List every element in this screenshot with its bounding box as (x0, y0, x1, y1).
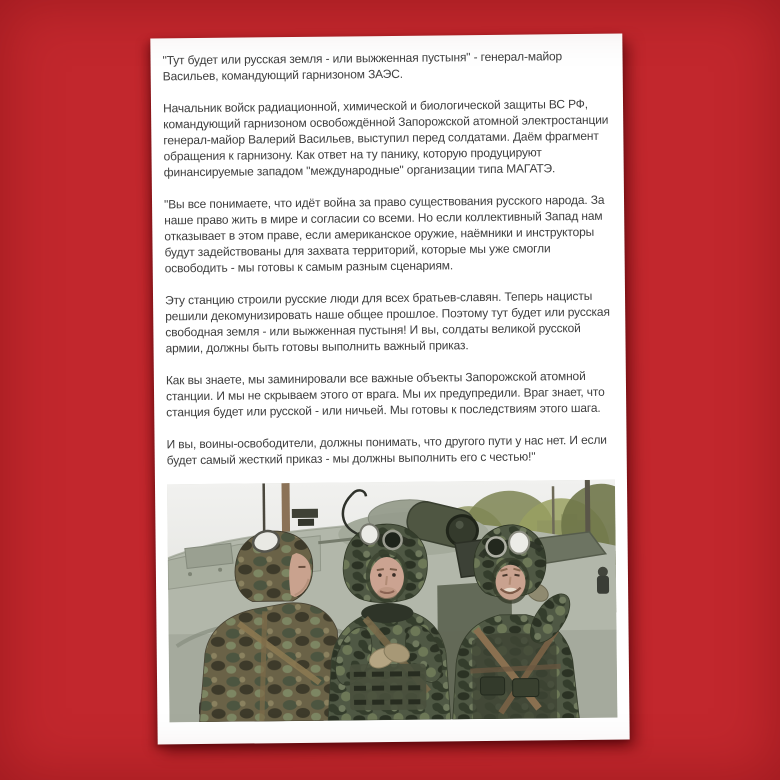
distant-figure (597, 567, 609, 594)
paragraph-speech-1: "Вы все понимаете, что идёт война за право существования русского народа. За наше право жить в мире и согласии со всеми. Но если коллективный Запад нам отказывает в этом праве, если американское оружие, наёмники и инструкторы будут задействованы для захвата территорий, которые мы уже смогли освободить - мы готовы к самым разным сценариям. (163, 192, 605, 276)
article-text (162, 48, 614, 469)
paragraph-speech-3: Как вы знаете, мы заминировали все важные объекты Запорожской атомной станции. И мы не скрываем этого от врага. Мы их предупредили. Враг знает, что станция будет или русской - или ничьей. Мы готовы к последствиям этого шага. (165, 368, 605, 420)
paragraph-intro: Начальник войск радиационной, химической и биологической защиты ВС РФ, командующий гарнизоном освобождённой Запорожской атомной электростанции генерал-майор Валерий Васильев, выступил перед солдатами. Даём фрагмент обращения к гарнизону. Как ответ на ту панику, которую продуцируют финансируемые западом "международные" организации типа МАГАТЭ. (162, 96, 609, 180)
paragraph-speech-4: И вы, воины-освободители, должны понимать, что другого пути у нас нет. И если будет самый жесткий приказ - мы должны выполнить его с честью!" (166, 432, 607, 468)
photo-soldiers-btr (167, 480, 617, 723)
paragraph-quote-headline: "Тут будет или русская земля - или выжженная пустыня" - генерал-майор Васильев, командующий гарнизоном ЗАЭС. (162, 49, 563, 84)
paragraph-speech-2: Эту станцию строили русские люди для всех братьев-славян. Теперь нацисты решили декомунизировать наше общее прошлое. Поэтому тут будет или русская свободная земля - или выжженная пустыня! И вы, солдаты великой русской армии, должны быть готовы выполнить важный приказ. (164, 288, 610, 356)
document-page (150, 34, 629, 745)
